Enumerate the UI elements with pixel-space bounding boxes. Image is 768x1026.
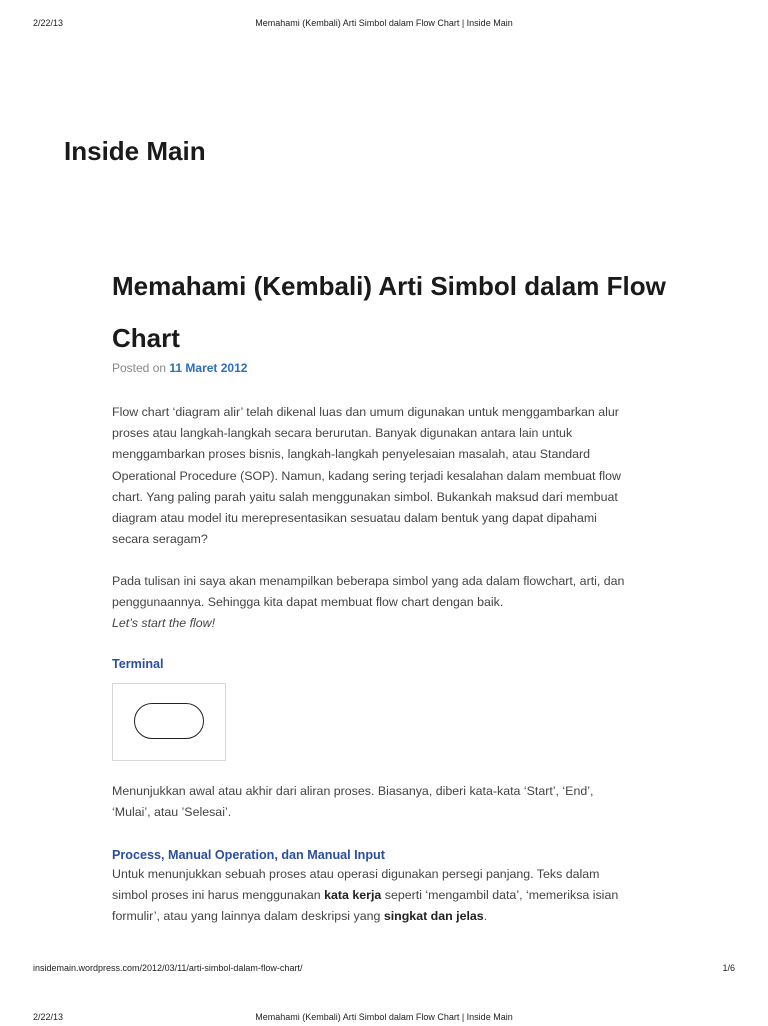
intro-line: secara seragam? xyxy=(112,532,208,547)
print-footer xyxy=(0,963,768,977)
print-page-title: Memahami (Kembali) Arti Simbol dalam Flow Chart | Inside Main xyxy=(255,1012,513,1022)
intro-line: menggambarkan proses bisnis, langkah-langkah penyelesaian masalah, atau Standard xyxy=(112,447,591,462)
process-desc-line: simbol proses ini harus menggunakan kata kerja seperti ‘mengambil data’, ‘memeriksa isian xyxy=(112,888,619,903)
post-meta xyxy=(112,361,247,375)
process-desc-line: Untuk menunjukkan sebuah proses atau operasi digunakan persegi panjang. Teks dalam xyxy=(112,867,600,881)
para2-line: Pada tulisan ini saya akan menampilkan beberapa simbol yang ada dalam flowchart, arti, dan xyxy=(112,574,625,588)
site-title[interactable]: Inside Main xyxy=(64,136,206,166)
terminal-description xyxy=(112,781,660,823)
terminal-symbol-image xyxy=(112,683,226,761)
print-header xyxy=(0,18,768,32)
print-date: 2/22/13 xyxy=(33,1012,64,1022)
second-paragraph xyxy=(112,571,660,635)
kata-kerja-emphasis: kata kerja xyxy=(324,888,382,903)
terminal-heading: Terminal xyxy=(112,657,164,671)
intro-line: diagram atau model itu merepresentasikan sesuatau dalam bentuk yang dapat dipahami xyxy=(112,511,597,526)
terminal-desc-line: Menunjukkan awal atau akhir dari aliran proses. Biasanya, diberi kata-kata ‘Start’, ‘End’, xyxy=(112,784,594,798)
singkat-jelas-emphasis: singkat dan jelas xyxy=(383,909,484,924)
intro-line: proses atau langkah-langkah secara berurutan. Banyak digunakan antara lain untuk xyxy=(112,426,573,441)
intro-line: chart. Yang paling parah yaitu salah menggunakan simbol. Bukankah maksud dari membuat xyxy=(112,489,618,504)
intro-line: Flow chart ‘diagram alir’ telah dikenal luas dan umum digunakan untuk menggambarkan alur xyxy=(112,405,619,419)
para2-line: penggunaannya. Sehingga kita dapat membuat flow chart dengan baik. xyxy=(112,595,504,610)
print-url: insidemain.wordpress.com/2012/03/11/arti-simbol-dalam-flow-chart/ xyxy=(33,963,303,973)
post-title: Memahami (Kembali) Arti Simbol dalam Flow Chart xyxy=(112,271,666,353)
lets-start-text: Let’s start the flow! xyxy=(112,616,216,631)
intro-line: Operational Procedure (SOP). Namun, kadang sering terjadi kesalahan dalam membuat flow xyxy=(112,468,621,483)
intro-paragraph xyxy=(112,402,660,550)
terminal-symbol-icon xyxy=(134,703,204,739)
process-heading: Process, Manual Operation, dan Manual Input xyxy=(112,848,385,862)
posted-on-label: Posted on xyxy=(112,361,167,375)
terminal-desc-line: ‘Mulai’, atau ’Selesai’. xyxy=(112,805,232,820)
post-date-link[interactable]: 11 Maret 2012 xyxy=(169,361,248,375)
print-page-number: 1/6 xyxy=(722,963,735,973)
print-date: 2/22/13 xyxy=(33,18,64,28)
process-desc-line: formulir’, atau yang lainnya dalam deskripsi yang singkat dan jelas. xyxy=(112,909,488,924)
process-description xyxy=(112,864,660,928)
print-page-title: Memahami (Kembali) Arti Simbol dalam Flow Chart | Inside Main xyxy=(255,18,513,28)
